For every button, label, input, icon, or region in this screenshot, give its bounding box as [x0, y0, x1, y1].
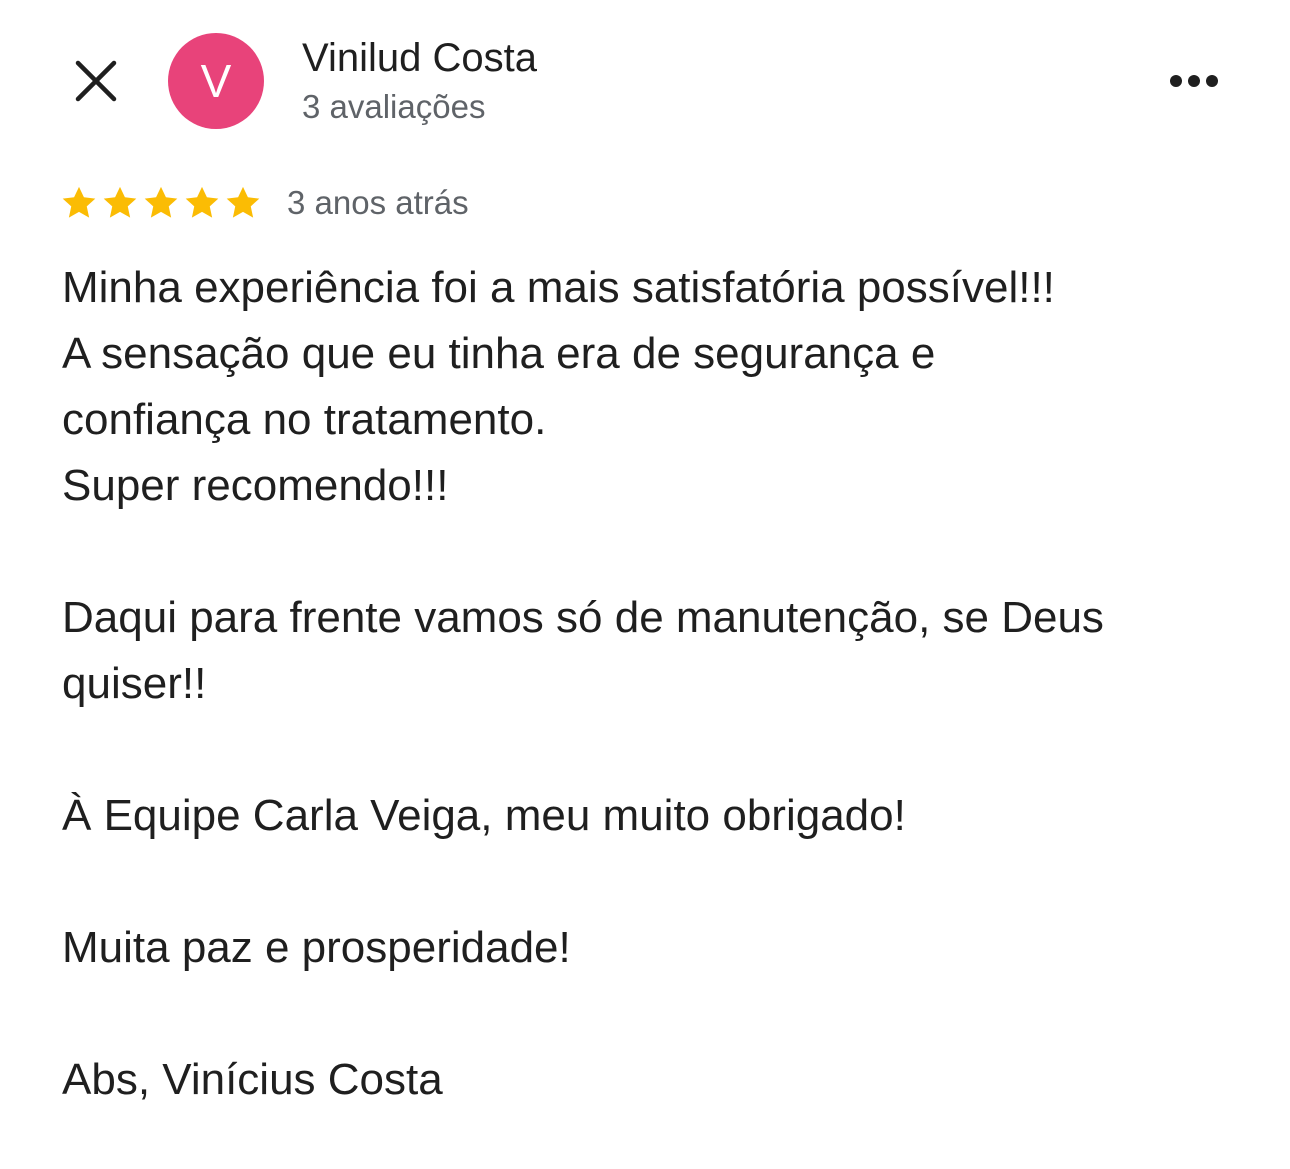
star-rating	[60, 184, 265, 222]
review-blank-line	[62, 717, 1242, 783]
more-horizontal-icon	[1166, 64, 1222, 98]
rating-row	[60, 180, 469, 226]
star-icon	[224, 184, 262, 222]
review-time-ago: 3 anos atrás	[287, 184, 469, 221]
review-text-line: Super recomendo!!!	[62, 461, 449, 510]
review-blank-line	[62, 981, 1242, 1047]
review-text-line: confiança no tratamento.	[62, 395, 547, 444]
star-icon	[142, 184, 180, 222]
close-icon	[70, 55, 122, 107]
review-text-line: Muita paz e prosperidade!	[62, 923, 571, 972]
review-text-line: Daqui para frente vamos só de manutenção, se Deus	[62, 593, 1104, 642]
review-blank-line	[62, 519, 1242, 585]
more-options-button[interactable]	[1166, 64, 1222, 98]
review-text-line: À Equipe Carla Veiga, meu muito obrigado!	[62, 791, 906, 840]
review-blank-line	[62, 849, 1242, 915]
review-text-line: Minha experiência foi a mais satisfatória possível!!!	[62, 263, 1055, 312]
avatar-letter: V	[200, 55, 232, 107]
author-review-count: 3 avaliações	[302, 88, 486, 125]
review-text-line: Abs, Vinícius Costa	[62, 1055, 443, 1104]
star-icon	[60, 184, 98, 222]
close-button[interactable]	[70, 55, 122, 107]
star-icon	[183, 184, 221, 222]
author-name[interactable]: Vinilud Costa	[302, 36, 537, 80]
star-icon	[101, 184, 139, 222]
review-text	[62, 255, 1242, 1113]
review-text-line: A sensação que eu tinha era de segurança e	[62, 329, 936, 378]
review-text-line: quiser!!	[62, 659, 207, 708]
avatar[interactable]	[168, 33, 264, 129]
